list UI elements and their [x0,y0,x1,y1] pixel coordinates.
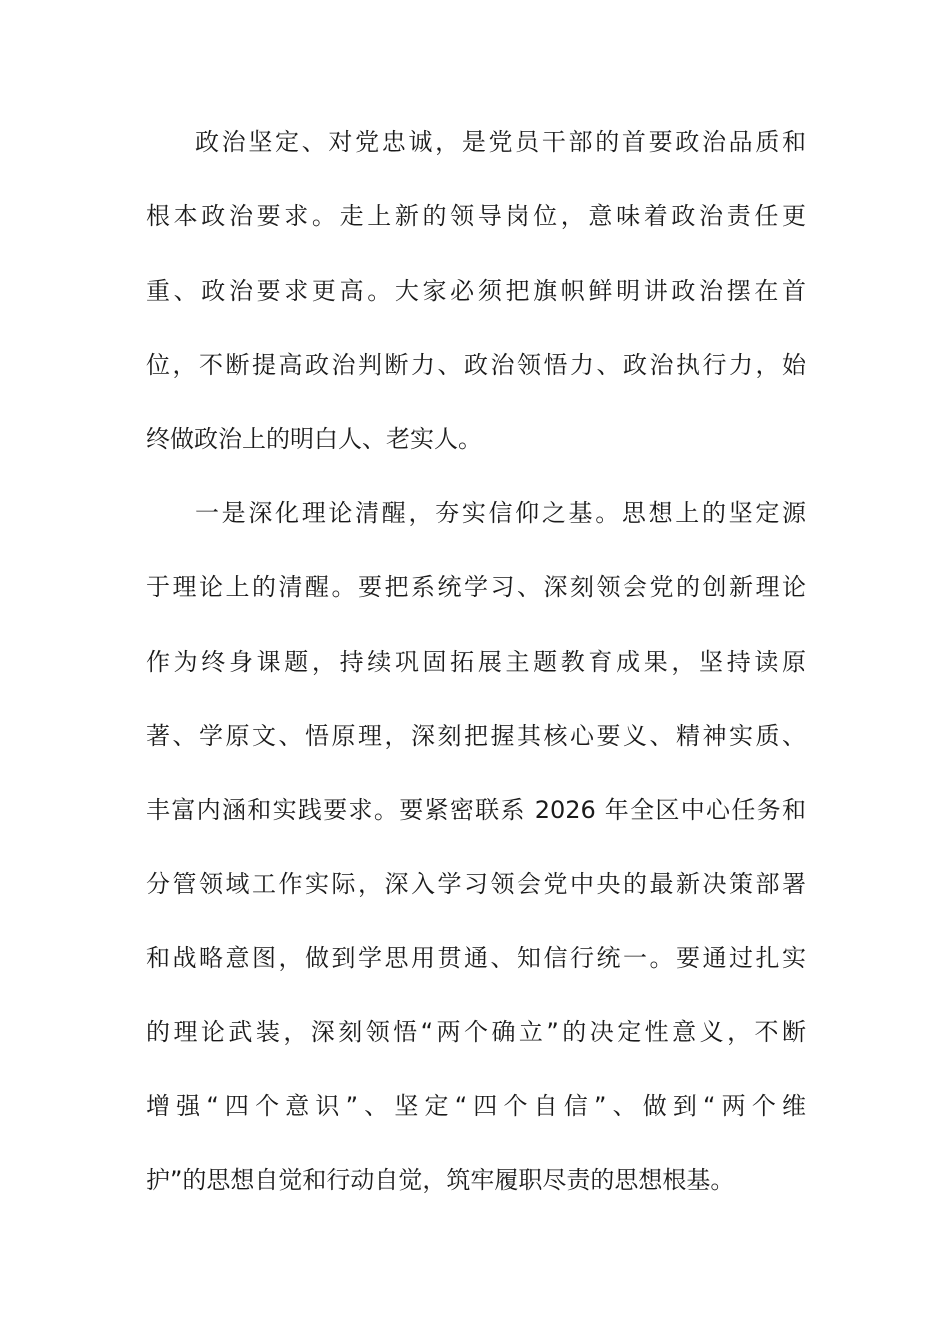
text-line: 丰富内涵和实践要求。要紧密联系 2026 年全区中心任务和 [146,796,806,824]
text-line: 于理论上的清醒。要把系统学习、深刻领会党的创新理论 [146,573,806,601]
text-line: 分管领域工作实际，深入学习领会党中央的最新决策部署 [146,870,806,898]
text-line: 重、政治要求更高。大家必须把旗帜鲜明讲政治摆在首 [146,277,806,305]
text-line: 著、学原文、悟原理，深刻把握其核心要义、精神实质、 [146,722,806,750]
text-line: 增强“四个意识”、坚定“四个自信”、做到“两个维 [146,1092,806,1120]
text-line: 的理论武装，深刻领悟“两个确立”的决定性意义，不断 [146,1018,806,1046]
text-line: 位，不断提高政治判断力、政治领悟力、政治执行力，始 [146,351,806,379]
text-line: 作为终身课题，持续巩固拓展主题教育成果，坚持读原 [146,648,806,676]
text-line: 和战略意图，做到学思用贯通、知信行统一。要通过扎实 [146,944,806,972]
text-line: 护”的思想自觉和行动自觉，筑牢履职尽责的思想根基。 [146,1166,735,1194]
text-line: 政治坚定、对党忠诚，是党员干部的首要政治品质和 [195,128,806,156]
text-line: 根本政治要求。走上新的领导岗位，意味着政治责任更 [146,202,806,230]
text-line: 终做政治上的明白人、老实人。 [146,425,482,453]
text-line: 一是深化理论清醒，夯实信仰之基。思想上的坚定源 [195,499,806,527]
